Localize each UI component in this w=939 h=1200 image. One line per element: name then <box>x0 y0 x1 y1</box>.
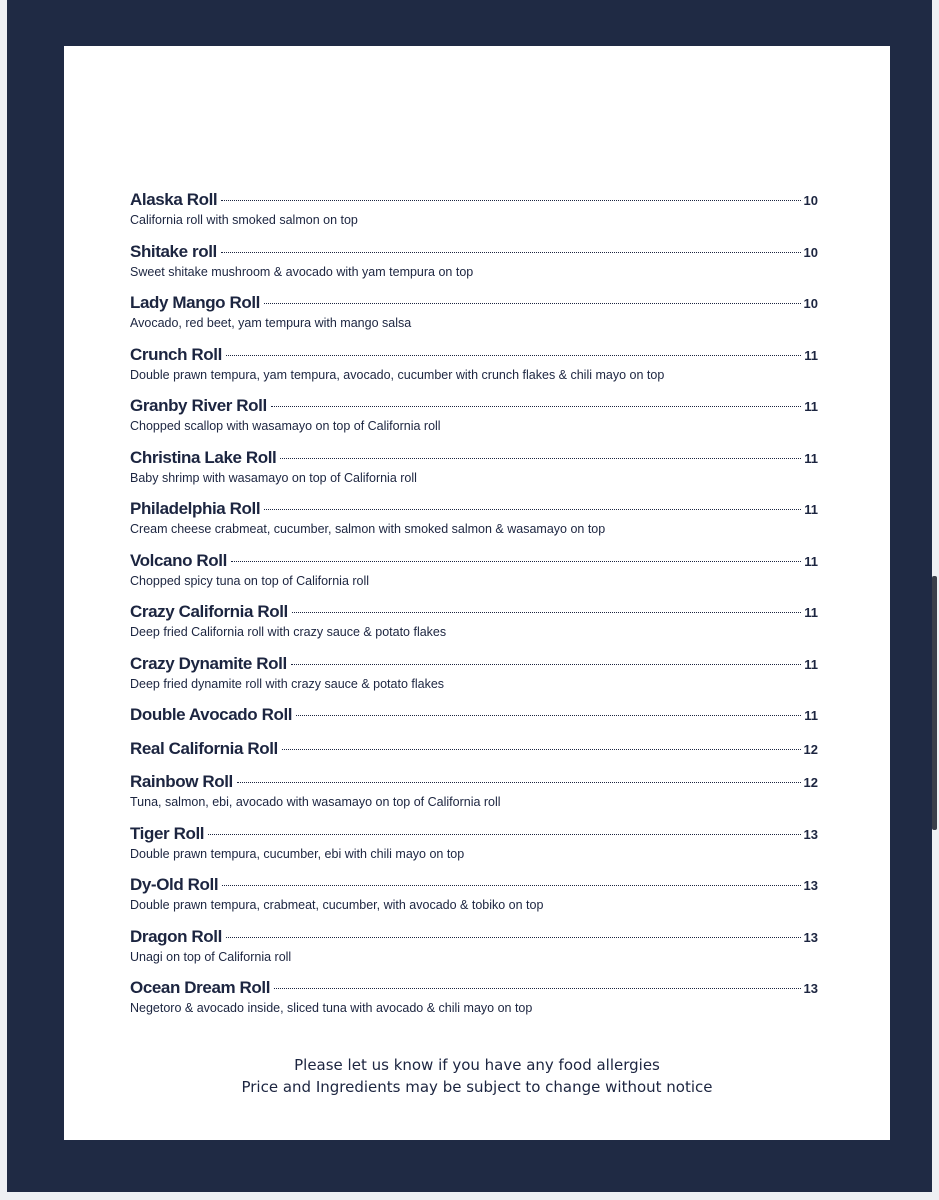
menu-item-header <box>130 738 818 760</box>
menu-item <box>130 874 818 926</box>
menu-item-description: Deep fried dynamite roll with crazy sauce & potato flakes <box>130 676 445 691</box>
menu-item-name: Rainbow Roll <box>130 772 233 791</box>
menu-item-description: Unagi on top of California roll <box>130 949 292 964</box>
menu-item-description: Tuna, salmon, ebi, avocado with wasamayo on top of California roll <box>130 795 501 809</box>
dot-leader <box>226 355 801 356</box>
menu-item-header <box>130 447 818 469</box>
scrollbar[interactable] <box>932 576 937 830</box>
menu-item <box>130 292 818 344</box>
dot-leader <box>296 715 801 716</box>
menu-item-header <box>130 977 818 999</box>
menu-item-name: Real California Roll <box>130 738 278 758</box>
allergy-notice: Please let us know if you have any food allergies <box>294 1056 660 1074</box>
menu-item-description: Chopped scallop with wasamayo on top of California roll <box>130 419 441 433</box>
menu-item-price: 11 <box>804 347 818 363</box>
menu-item <box>130 550 818 602</box>
menu-item-header <box>130 653 818 675</box>
menu-item-name: Crazy Dynamite Roll <box>130 653 287 673</box>
menu-footer <box>64 1054 890 1098</box>
menu-item-price: 11 <box>804 708 818 723</box>
price-change-notice: Price and Ingredients may be subject to change without notice <box>241 1078 713 1096</box>
dot-leader <box>237 782 801 783</box>
menu-item-description: Negetoro & avocado inside, sliced tuna with avocado & chili mayo on top <box>130 1001 533 1015</box>
menu-item-header <box>130 292 818 314</box>
menu-item <box>130 241 818 293</box>
menu-item <box>130 189 818 241</box>
menu-item <box>130 823 818 875</box>
menu-item-name: Christina Lake Roll <box>130 447 277 467</box>
menu-item-name: Lady Mango Roll <box>130 293 261 312</box>
menu-item <box>130 395 818 447</box>
menu-item-description: Deep fried California roll with crazy sauce & potato flakes <box>130 625 447 639</box>
dot-leader <box>222 885 800 886</box>
menu-page <box>64 46 890 1140</box>
menu-item <box>130 977 818 1029</box>
dot-leader <box>271 406 801 407</box>
menu-item-price: 11 <box>804 605 818 620</box>
dot-leader <box>292 612 801 613</box>
menu-border <box>7 0 932 1192</box>
menu-item-name: Shitake roll <box>130 241 217 261</box>
menu-item-header <box>130 771 818 793</box>
menu-item-price: 11 <box>804 450 818 466</box>
menu-item <box>130 771 818 823</box>
menu-item-description: Double prawn tempura, crabmeat, cucumber, with avocado & tobiko on top <box>130 898 544 912</box>
menu-item-header <box>130 498 818 520</box>
menu-item-name: Alaska Roll <box>130 190 218 209</box>
menu-item-price: 11 <box>804 502 818 517</box>
menu-item-price: 10 <box>803 296 818 311</box>
menu-item-header <box>130 344 818 366</box>
dot-leader <box>282 749 801 750</box>
dot-leader <box>221 200 800 201</box>
dot-leader <box>221 252 801 253</box>
menu-item-header <box>130 601 818 623</box>
menu-item-price: 12 <box>803 741 818 757</box>
menu-item-name: Crunch Roll <box>130 344 222 364</box>
dot-leader <box>274 988 800 989</box>
menu-item-header <box>130 189 818 211</box>
menu-item-name: Double Avocado Roll <box>130 705 293 724</box>
menu-item-header <box>130 395 818 417</box>
menu-item-price: 13 <box>803 981 818 996</box>
menu-item-name: Granby River Roll <box>130 396 267 415</box>
menu-item-description: California roll with smoked salmon on top <box>130 213 358 227</box>
menu-item <box>130 704 818 738</box>
menu-item-name: Dy-Old Roll <box>130 875 219 894</box>
menu-item-price: 10 <box>803 244 818 260</box>
menu-item-price: 13 <box>803 929 818 945</box>
menu-item <box>130 447 818 499</box>
menu-item-price: 11 <box>804 553 818 569</box>
menu-item-name: Philadelphia Roll <box>130 499 261 518</box>
menu-item-description: Chopped spicy tuna on top of California roll <box>130 573 370 588</box>
menu-item-description: Avocado, red beet, yam tempura with mango salsa <box>130 316 412 330</box>
menu-item-description: Double prawn tempura, yam tempura, avocado, cucumber with crunch flakes & chili mayo on top <box>130 367 665 382</box>
menu-item <box>130 738 818 772</box>
dot-leader <box>231 561 801 562</box>
menu-item <box>130 498 818 550</box>
dot-leader <box>280 458 801 459</box>
dot-leader <box>208 834 800 835</box>
dot-leader <box>291 664 801 665</box>
menu-item-price: 12 <box>803 775 818 790</box>
menu-item-price: 11 <box>804 656 818 672</box>
dot-leader <box>264 303 801 304</box>
menu-item-name: Tiger Roll <box>130 823 205 843</box>
menu-item-header <box>130 241 818 263</box>
menu-item-price: 13 <box>803 878 818 893</box>
menu-item-header <box>130 823 818 845</box>
menu-item-list <box>130 189 818 1029</box>
menu-item-description: Sweet shitake mushroom & avocado with yam tempura on top <box>130 264 474 279</box>
menu-item-price: 13 <box>803 826 818 842</box>
menu-item-description: Baby shrimp with wasamayo on top of California roll <box>130 470 417 485</box>
menu-item-price: 10 <box>803 193 818 208</box>
menu-item-name: Dragon Roll <box>130 926 222 946</box>
menu-item-name: Volcano Roll <box>130 550 227 570</box>
menu-item-description: Double prawn tempura, cucumber, ebi with chili mayo on top <box>130 846 465 861</box>
menu-item-description: Cream cheese crabmeat, cucumber, salmon with smoked salmon & wasamayo on top <box>130 522 606 536</box>
menu-item-header <box>130 550 818 572</box>
dot-leader <box>226 937 801 938</box>
menu-item <box>130 653 818 705</box>
menu-item-header <box>130 926 818 948</box>
menu-item-name: Ocean Dream Roll <box>130 978 271 997</box>
menu-item <box>130 344 818 396</box>
menu-item-name: Crazy California Roll <box>130 602 288 621</box>
menu-item-header <box>130 874 818 896</box>
menu-item-header <box>130 704 818 726</box>
menu-item <box>130 601 818 653</box>
menu-item <box>130 926 818 978</box>
dot-leader <box>264 509 801 510</box>
menu-item-price: 11 <box>804 399 818 414</box>
